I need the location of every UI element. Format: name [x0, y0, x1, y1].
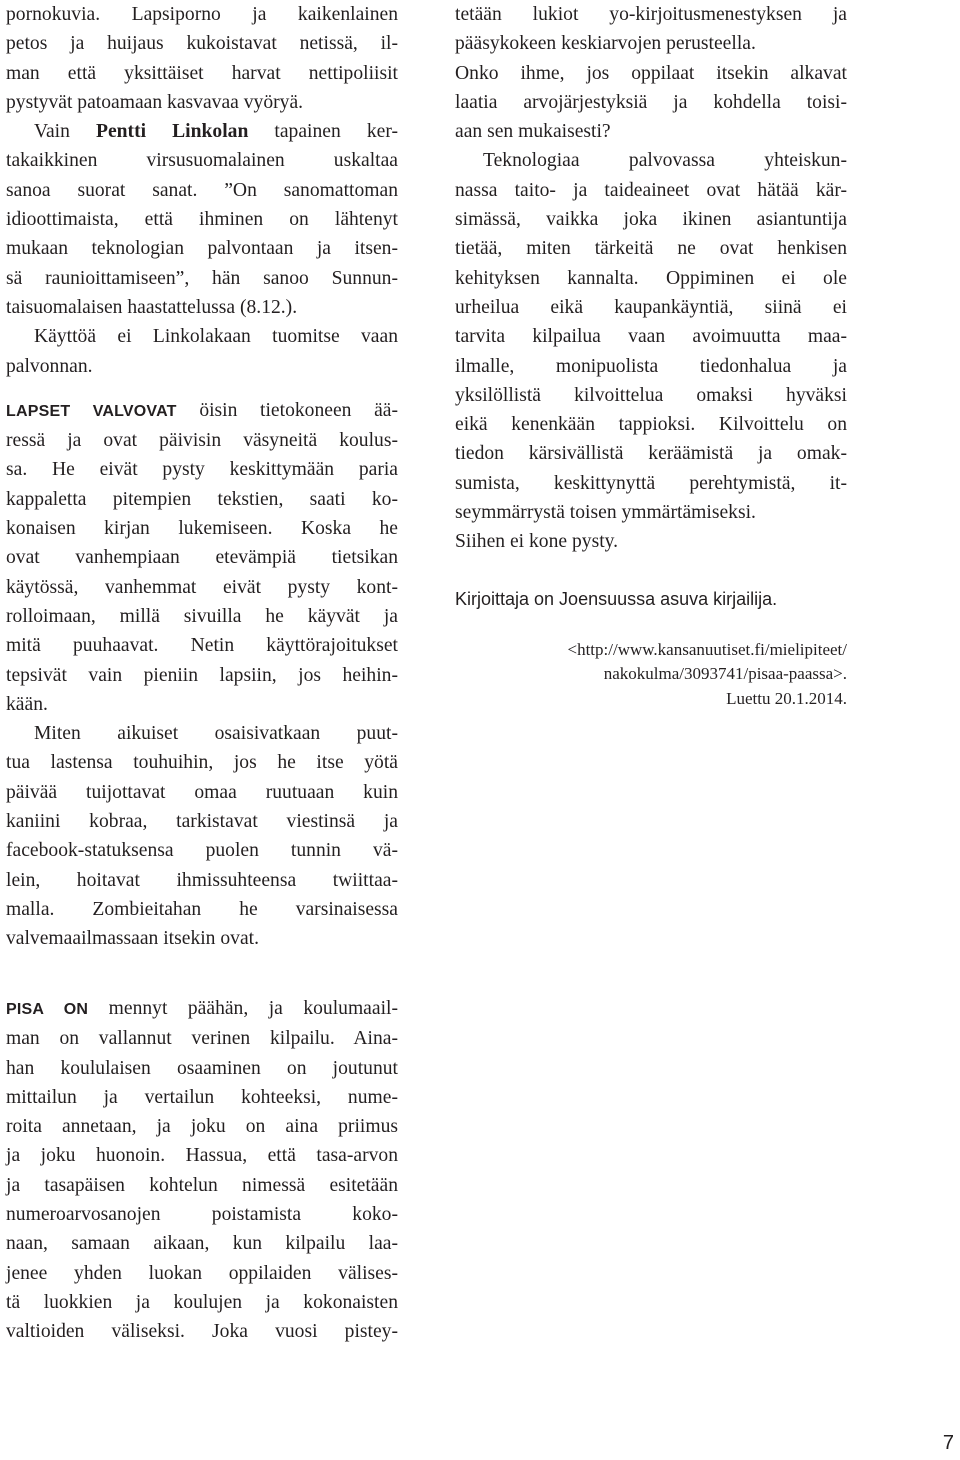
text-line: takaikkinen virsusuomalainen uskaltaa [6, 150, 398, 172]
text-line: laatia arvojärjestyksiä ja kohdella toisi- [455, 91, 847, 113]
text-line: valvemaailmassaan itsekin ovat. [6, 928, 260, 950]
text-line: han koululaisen osaaminen on joutunut [6, 1057, 398, 1079]
text-line: ovat vanhempiaan etevämpiä tietsikan [6, 547, 398, 569]
text-line: tepsivät vain pieniin lapsiin, jos heihin- [6, 664, 398, 686]
left-column-lower [6, 994, 398, 1347]
text-line: tietää, miten tärkeitä ne ovat henkisen [455, 238, 847, 260]
text-line: roita annetaan, ja joku on aina priimus [6, 1116, 398, 1138]
text-line: man on vallannut verinen kilpailu. Aina- [6, 1028, 398, 1050]
text-line: kaniini kobraa, tarkistavat viestinsä ja [6, 811, 398, 833]
text-line: palvonnan. [6, 355, 93, 377]
text-line: ilmalle, monipuolista tiedonhalua ja [455, 355, 847, 377]
text-line: Siihen ei kone pysty. [455, 531, 619, 553]
person-name: Pentti Linkolan [95, 121, 249, 143]
paragraph-4 [6, 719, 398, 953]
text-line: jenee yhden luokan oppilaiden välises- [6, 1262, 398, 1284]
text-line: päivää tuijottavat omaa ruutuaan kuin [6, 781, 398, 803]
text-line: mittailun ja vertailun kohteeksi, nume- [6, 1086, 398, 1108]
text-line: tua lastensa touhuihin, jos he itse yötä [6, 752, 398, 774]
text-line: tarvita kilpailua vaan avoimuutta maa- [455, 326, 847, 348]
paragraph-2 [6, 117, 398, 381]
text-line: Käyttöä ei Linkolakaan tuomitse vaan [34, 326, 398, 348]
text-line: ja joku huonoin. Hassua, että tasa-arvon [6, 1145, 398, 1167]
text-line: pystyvät patoamaan kasvavaa vyöryä. [6, 91, 304, 113]
text-line: Vain Pentti Linkolan tapainen ker- [34, 121, 398, 143]
text-line: sä raunioittamiseen”, hän sanoo Sunnun- [6, 267, 398, 289]
text-line: valtioiden väliseksi. Joka vuosi pistey- [6, 1321, 398, 1343]
text-line: nassa taito- ja taideaineet ovat hätää kär- [455, 179, 847, 201]
text-line: kappaletta pitempien tekstien, saati ko- [6, 488, 398, 510]
text-line: idioottimaista, että ihminen on lähtenyt [6, 209, 398, 231]
source-line: Luettu 20.1.2014. [726, 688, 847, 708]
text-line: naan, samaan aikaan, kun kilpailu laa- [6, 1233, 398, 1255]
page-number: 7 [942, 1432, 954, 1454]
text-line: lein, hoitavat ihmissuhteensa twiittaa- [6, 869, 398, 891]
text-line: Miten aikuiset osaisivatkaan puut- [34, 723, 398, 745]
paragraph-6 [455, 0, 847, 146]
text-line: eikä kenenkään tappioksi. Kilvoittelu on [455, 414, 847, 436]
text-line: ressä ja ovat päivisin väsyneitä koulus- [6, 430, 398, 452]
text-line: mitä puuhaavat. Netin käyttörajoitukset [6, 635, 398, 657]
source-line: <http://www.kansanuutiset.fi/mielipiteet/ [567, 639, 847, 659]
text-line: sanoa suorat sanat. ”On sanomattoman [6, 179, 398, 201]
text-line: ja tasapäisen kohtelun nimessä esitetään [6, 1174, 398, 1196]
text-line: simässä, vaikka joka ikinen asiantuntija [455, 209, 847, 231]
source-citation [455, 638, 847, 712]
text-line: konaisen kirjan lukemiseen. Koska he [6, 518, 398, 540]
text-line: Onko ihme, jos oppilaat itsekin alkavat [455, 62, 847, 84]
text-line: facebook-statuksensa puolen tunnin vä- [6, 840, 398, 862]
text-line: urheilua eikä kaupankäyntiä, siinä ei [455, 296, 847, 318]
text-line: LAPSET VALVOVAT öisin tietokoneen ää- [6, 399, 399, 421]
text-line: PISA ON mennyt päähän, ja koulumaail- [6, 998, 398, 1019]
left-column [6, 0, 398, 954]
text-line: yksilöllistä kilvoittelua omaksi hyväksi [455, 384, 847, 406]
text-line: petos ja huijaus kukoistavat netissä, il- [6, 33, 398, 55]
text-line: pornokuvia. Lapsiporno ja kaikenlainen [6, 4, 398, 25]
text-line: malla. Zombieitahan he varsinaisessa [6, 898, 398, 920]
section-lead: LAPSET VALVOVAT [6, 402, 177, 420]
text-line: sumista, keskittynyttä perehtymistä, it- [455, 472, 847, 494]
text-line: man että yksittäiset harvat nettipoliisit [6, 62, 398, 84]
text-line: taisuomalaisen haastattelussa (8.12.). [6, 296, 298, 318]
paragraph-3 [6, 396, 398, 719]
paragraph-1 [6, 0, 398, 117]
text-line: tiedon kärsivällistä keräämistä ja omak- [455, 443, 847, 465]
text-line: pääsykokeen keskiarvojen perusteella. [455, 33, 756, 55]
text-line: käytössä, vanhemmat eivät pysty kont- [6, 576, 398, 598]
right-column [455, 0, 847, 711]
text-line: mukaan teknologian palvontaan ja itsen- [6, 238, 398, 260]
paragraph-7 [455, 146, 847, 556]
text-line: tetään lukiot yo-kirjoitusmenestyksen ja [455, 4, 847, 25]
text-line: tä luokkien ja koulujen ja kokonaisten [6, 1291, 398, 1313]
text-line: numeroarvosanojen poistamista koko- [6, 1204, 398, 1226]
text-line: kään. [6, 693, 48, 715]
text-line: seymmärrystä toisen ymmärtämiseksi. [455, 502, 756, 524]
text-line: kehityksen kannalta. Oppiminen ei ole [455, 267, 847, 289]
author-byline: Kirjoittaja on Joensuussa asuva kirjailija. [455, 588, 778, 609]
text-line: sa. He eivät pysty keskittymään paria [6, 459, 398, 481]
text-line: Teknologiaa palvovassa yhteiskun- [483, 150, 847, 172]
text-line: aan sen mukaisesti? [455, 121, 611, 143]
source-line: nakokulma/3093741/pisaa-paassa>. [603, 664, 847, 684]
section-lead: PISA ON [6, 1001, 89, 1018]
paragraph-5 [6, 994, 398, 1347]
text-line: rolloimaan, millä sivuilla he käyvät ja [6, 605, 398, 627]
